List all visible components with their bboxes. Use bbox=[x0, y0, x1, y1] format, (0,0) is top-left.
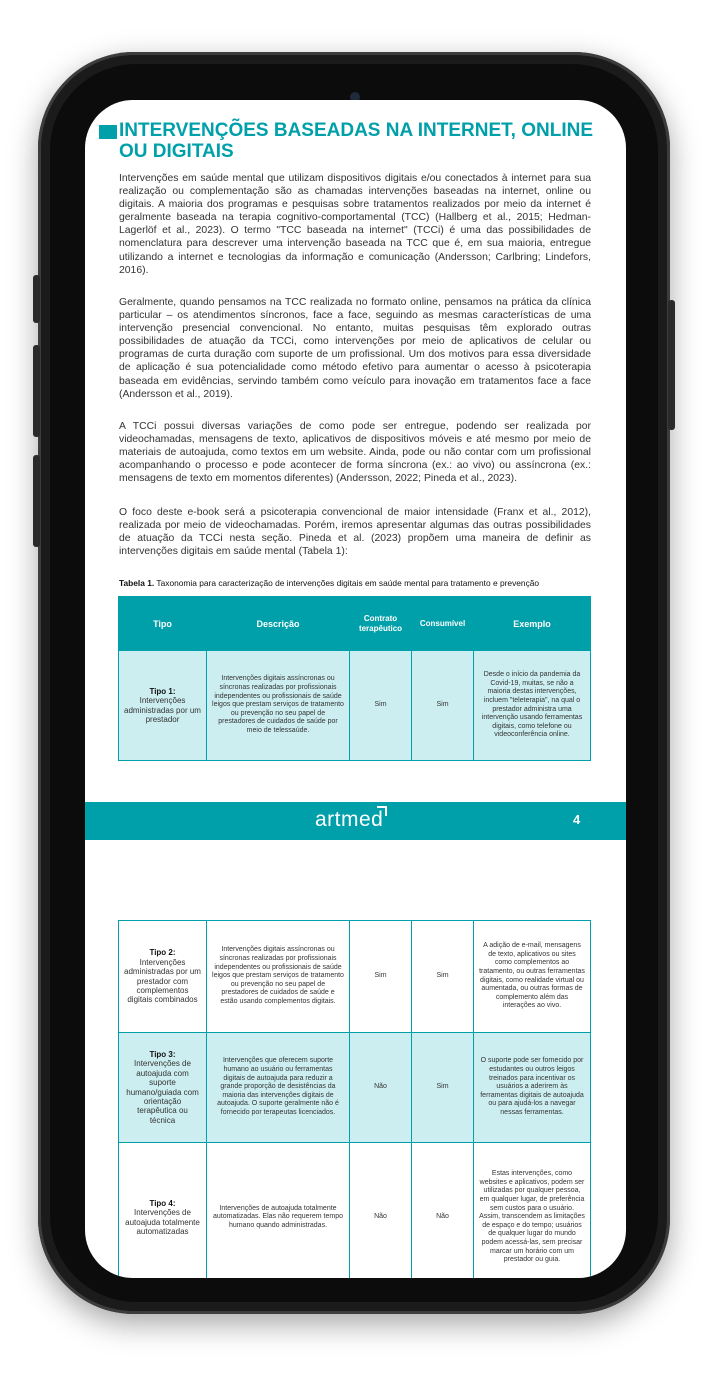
paragraph-1: Intervenções em saúde mental que utilizam dispositivos digitais e/ou conectados à internet para sua realização ou complementação são as chamadas intervenções baseadas na internet, online ou digitais. A maioria dos programas e pesquisas sobre tratamentos realizados por meio da internet é geralmente baseada na terapia cognitivo-comportamental (TCC) (Hallberg et al., 2015; Hedman-Lagerlöf et al., 2023). O termo "TCC baseada na internet" (TCCi) é uma das possibilidades de nomenclatura para descrever uma intervenção baseada na TCC que é, em sua maioria, entregue utilizando a internet e tecnologias da informação e comunicação (Andersson; Carlbring; Lindefors, 2016). bbox=[119, 173, 591, 276]
brand-mark-icon bbox=[377, 806, 387, 816]
page-gap bbox=[85, 840, 626, 920]
brand-logo: artmed bbox=[315, 808, 384, 831]
tipo-desc: Intervenções de autoajuda totalmente automatizadas bbox=[125, 1208, 200, 1236]
mute-switch bbox=[33, 275, 40, 323]
heading-accent-bar bbox=[99, 125, 117, 139]
section-heading: INTERVENÇÕES BASEADAS NA INTERNET, ONLINE OU DIGITAIS bbox=[119, 120, 593, 162]
cell-contrato: Sim bbox=[350, 921, 412, 1033]
cell-consumivel: Sim bbox=[412, 1033, 474, 1143]
cell-descricao: Intervenções digitais assíncronas ou síncronas realizadas por profissionais independentes ou profissionais de saúde leigos que prestam serviços de tratamento ou prevenção no seu papel de prestadores de cuidados de saúde e estão usando complementos digitais. bbox=[207, 921, 350, 1033]
cell-descricao: Intervenções que oferecem suporte humano ao usuário ou ferramentas digitais de autoajuda para reduzir a grande proporção de desistências da maioria das intervenções digitais de autoajuda. O suporte geralmente não é fornecido por terapeutas licenciados. bbox=[207, 1033, 350, 1143]
cell-contrato: Sim bbox=[350, 651, 412, 761]
cell-exemplo: A adição de e-mail, mensagens de texto, aplicativos ou sites como complementos ao tratamento, ou outras ferramentas digitais, como realidade virtual ou aumentada, ou outras formas de complemento além das interações ao vivo. bbox=[474, 921, 591, 1033]
table-row bbox=[119, 1143, 591, 1279]
paragraph-3: A TCCi possui diversas variações de como pode ser entregue, podendo ser realizada por videochamadas, mensagens de texto, aplicativos de dispositivos móveis e até mesmo por meio de materiais de autoajuda, como textos em um website. Ainda, pode ou não contar com um profissional acompanhando o processo e pode acontecer de forma síncrona (ex.: ao vivo) ou assíncrona (ex.: mensagens de texto em momentos diferentes) (Andersson, 2022; Pineda et al., 2023). bbox=[119, 421, 591, 485]
taxonomy-table-part-1 bbox=[118, 596, 591, 761]
cell-descricao: Intervenções digitais assíncronas ou síncronas realizadas por profissionais independentes ou profissionais de saúde leigos que prestam serviços de tratamento ou prevenção no seu papel de prestadores de cuidados de saúde por meio de telessaúde. bbox=[207, 651, 350, 761]
cell-consumivel: Sim bbox=[412, 921, 474, 1033]
tipo-title: Tipo 3: bbox=[149, 1049, 176, 1059]
table-row bbox=[119, 651, 591, 761]
header-consumivel: Consumível bbox=[412, 597, 474, 651]
cell-exemplo: Desde o início da pandemia da Covid-19, muitas, se não a maioria destas intervenções, incluem "teleterapia", na qual o prestador administra uma intervenção usando ferramentas digitais, como telefone ou videoconferência online. bbox=[474, 651, 591, 761]
cell-tipo bbox=[119, 651, 207, 761]
tipo-desc: Intervenções administradas por um prestador bbox=[124, 696, 201, 724]
tipo-title: Tipo 4: bbox=[149, 1198, 176, 1208]
table-caption bbox=[119, 578, 599, 588]
cell-tipo bbox=[119, 1143, 207, 1279]
paragraph-2: Geralmente, quando pensamos na TCC realizada no formato online, pensamos na prática da clínica particular – os atendimentos síncronos, face a face, seguindo as mesmas características de uma intervenção presencial convencional. No entanto, muitas pesquisas têm explorado outras possibilidades de atuação da TCCi, como intervenções por meio de aplicativos de celular ou programas de curta duração com suporte de um profissional. Um dos motivos para essa diversidade de aplicação é sua potencialidade como método efetivo para aumentar o acesso à psicoterapia baseada em evidências, servindo também como veículo para inovação em tratamentos face a face (Andersson et al., 2019). bbox=[119, 297, 591, 400]
cell-consumivel: Não bbox=[412, 1143, 474, 1279]
tipo-title: Tipo 2: bbox=[149, 948, 176, 958]
page-number: 4 bbox=[573, 812, 581, 827]
header-exemplo: Exemplo bbox=[474, 597, 591, 651]
cell-exemplo: Estas intervenções, como websites e aplicativos, podem ser utilizadas por qualquer pessoa, em qualquer lugar, de preferência sem custos para o usuário. Assim, transcendem as limitações de espaço e do tempo; usuários de qualquer lugar do mundo podem acessá-las, sem precisar marcar um horário com um prestador ou guia. bbox=[474, 1143, 591, 1279]
table-caption-text: Taxonomia para caracterização de intervenções digitais em saúde mental para tratamento e prevenção bbox=[154, 578, 540, 588]
volume-up-button bbox=[33, 345, 40, 437]
cell-consumivel: Sim bbox=[412, 651, 474, 761]
cell-descricao: Intervenções de autoajuda totalmente automatizadas. Elas não requerem tempo humano quando administradas. bbox=[207, 1143, 350, 1279]
cell-contrato: Não bbox=[350, 1033, 412, 1143]
tipo-desc: Intervenções administradas por um prestador com complementos digitais combinados bbox=[124, 957, 201, 1005]
page-footer bbox=[85, 802, 626, 840]
table-row bbox=[119, 1033, 591, 1143]
header-tipo: Tipo bbox=[119, 597, 207, 651]
paragraph-4: O foco deste e-book será a psicoterapia convencional de maior intensidade (Franx et al., 2012), realizada por meio de videochamadas. Porém, iremos apresentar algumas das outras possibilidades de atuação da TCCi nesta seção. Pineda et al. (2023) propõem uma maneira de definir as intervenções digitais em saúde mental (Tabela 1): bbox=[119, 507, 591, 558]
power-button bbox=[668, 300, 675, 430]
cell-tipo bbox=[119, 1033, 207, 1143]
table-row bbox=[119, 921, 591, 1033]
header-contrato: Contrato terapêutico bbox=[350, 597, 412, 651]
cell-contrato: Não bbox=[350, 1143, 412, 1279]
tipo-title: Tipo 1: bbox=[149, 686, 176, 696]
phone-screen[interactable] bbox=[85, 100, 626, 1278]
cell-exemplo: O suporte pode ser fornecido por estudantes ou outros leigos treinados para incentivar os usuários a aderirem às ferramentas digitais de autoajuda ou para ajudá-los a navegar nessas ferramentas. bbox=[474, 1033, 591, 1143]
tipo-desc: Intervenções de autoajuda com suporte humano/guiada com orientação terapêutica ou técnica bbox=[126, 1059, 199, 1125]
cell-tipo bbox=[119, 921, 207, 1033]
taxonomy-table-part-2 bbox=[118, 920, 591, 1278]
header-descricao: Descrição bbox=[207, 597, 350, 651]
table-caption-label: Tabela 1. bbox=[119, 578, 155, 588]
volume-down-button bbox=[33, 455, 40, 547]
